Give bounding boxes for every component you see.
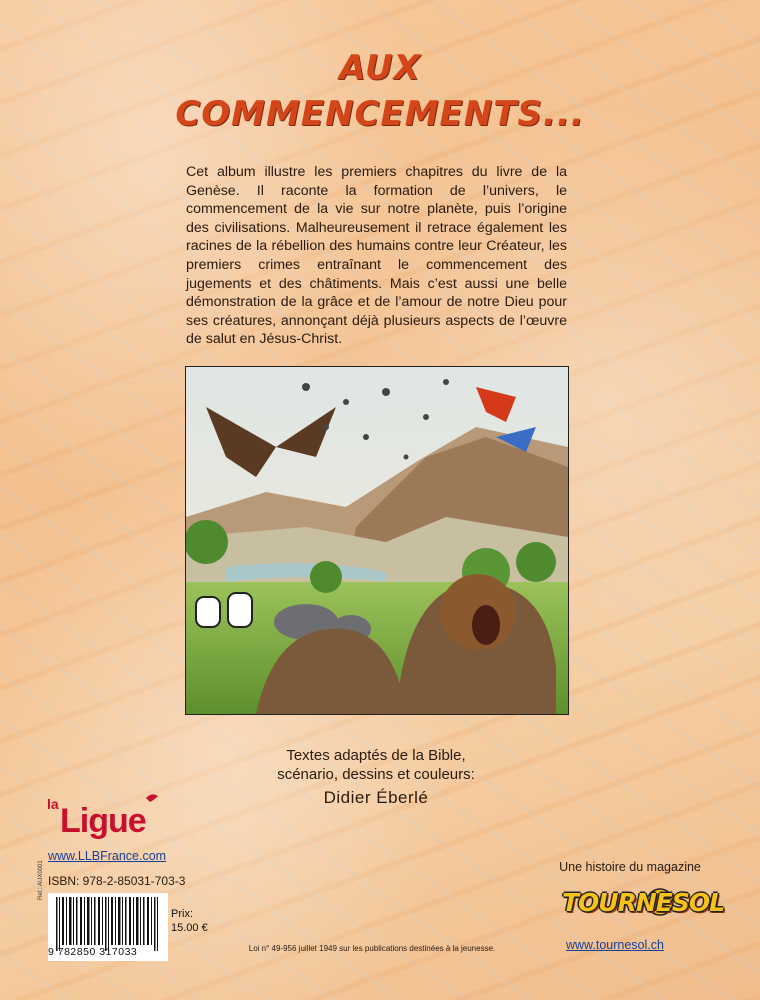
publisher-url-link[interactable]: www.LLBFrance.com <box>48 849 167 863</box>
law-notice: Loi n° 49-956 juillet 1949 sur les publications destinées à la jeunesse. <box>248 944 496 953</box>
price-value: 15.00 € <box>171 922 208 934</box>
publisher-logo-la: la <box>47 796 59 812</box>
credits-line-2: scénario, dessins et couleurs: <box>277 766 475 783</box>
title-line-2: COMMENCEMENTS... <box>175 94 585 134</box>
magazine-logo: TOURNESOL <box>562 888 725 917</box>
credits-line-1: Textes adaptés de la Bible, <box>286 747 466 764</box>
magazine-url-link[interactable]: www.tournesol.ch <box>566 938 664 952</box>
isbn-text: ISBN: 978-2-85031-703-3 <box>48 874 186 888</box>
publisher-logo-name: Ligue <box>60 802 146 840</box>
magazine-tagline: Une histoire du magazine <box>559 860 701 874</box>
cover-illustration <box>185 366 569 715</box>
title-line-1: AUX <box>339 48 421 88</box>
price-label: Prix: <box>171 908 193 920</box>
author-name: Didier Éberlé <box>323 788 429 807</box>
intro-text: Cet album illustre les premiers chapitres du livre de la Genèse. Il raconte la formation de l’univers, le commencement de la vie sur notre planète, puis l’origine des civilisations. Malheureusement il retrace également les racines de la rébellion des humains contre leur Créateur, les premiers crimes entraînant le commencement des jugements et des châtiments. Mais c’est aussi une belle démonstration de la grâce et de l’amour de notre Dieu pour ses créatures, annonçant déjà plusieurs aspects de l’œuvre de salut en Jésus-Christ. <box>186 164 567 348</box>
barcode-number: 9 782850 317033 <box>48 946 138 958</box>
reference-code: Ref.: AUX0001 <box>38 860 44 900</box>
credits <box>185 746 567 808</box>
